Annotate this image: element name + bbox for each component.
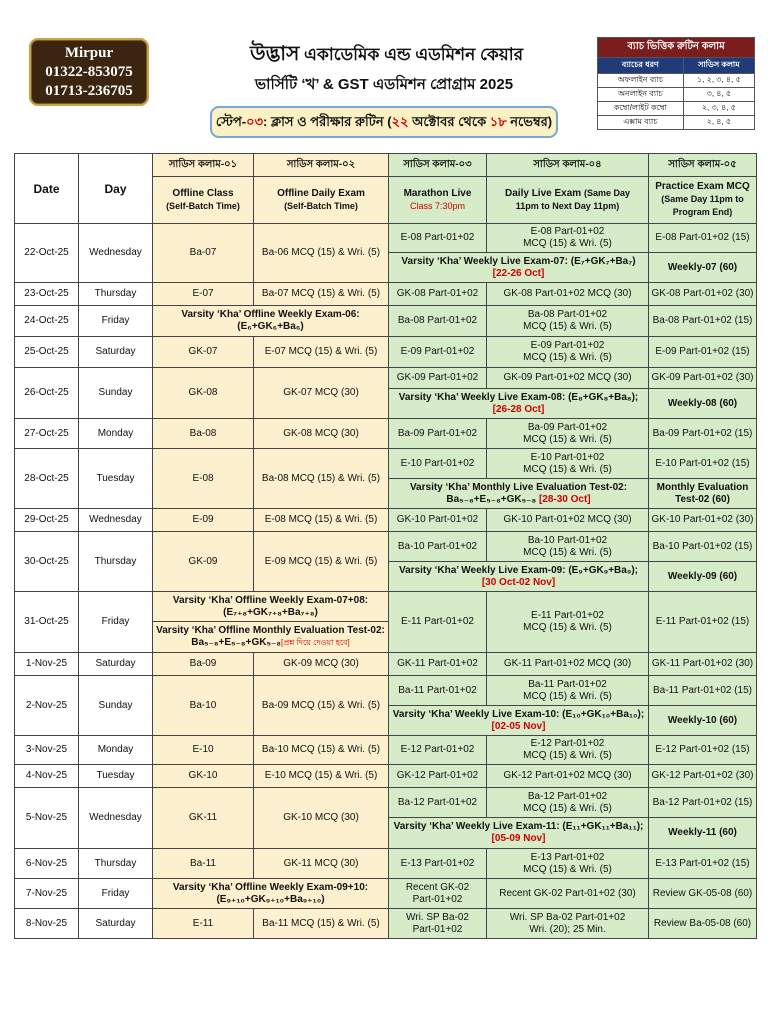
table-row: 3-Nov-25 Monday E-10 Ba-10 MCQ (15) & Wri. (5) E-12 Part-01+02 E-12 Part-01+02 MCQ (15) & Wri. (5) E-12 Part-01+02 (15)	[15, 736, 757, 765]
table-row: 6-Nov-25 Thursday Ba-11 GK-11 MCQ (30) E-13 Part-01+02 E-13 Part-01+02 MCQ (15) & Wri. (5) E-13 Part-01+02 (15)	[15, 849, 757, 879]
branch-phone-1: 01322-853075	[45, 64, 133, 80]
table-row: 25-Oct-25 Saturday GK-07 E-07 MCQ (15) & Wri. (5) E-09 Part-01+02 E-09 Part-01+02 MCQ (15) & Wri. (5) E-09 Part-01+02 (15)	[15, 337, 757, 368]
routine-table: Date Day সাডিস কলাম-০১ সাডিস কলাম-০২ সাডিস কলাম-০৩ সাডিস কলাম-০৪ সাডিস কলাম-০৫ Offline Class (Self-Batch Time) Offline Daily Exam (Self-Batch Time) Marathon Live Class 7:30pm Daily Live Exam (Same Day 11pm to Next Day 11pm) Practice Exam MCQ (Same Day 11pm to Program End) 22-Oct-25 Wednesday Ba-07 Ba-06 MCQ (15) & Wri. (5) E-08 Part-01+02 E-08 Part-01+02 MCQ (15) & Wri. (5) E-08 Part-01+02 (15) Varsity ‘Kha’ Weekly Live Exam-07: (E₇+GK₇+Ba₇) [22-26 Oct] Weekly-07 (60) 23-Oct-25 Thursday E-07 Ba-07 MCQ (15) & Wri. (5) GK-08 Part-01+02 GK-08 Part-01+02 MCQ (30) GK-08 Part-01+02 (30) 24-Oct-25 Friday Varsity ‘Kha’ Offline Weekly Exam-06: (E₆+GK₆+Ba₆) Ba-08 Part-01+02 Ba-08 Part-01+02 MCQ (15) & Wri. (5) Ba-08 Part-01+02 (15) 25-Oct-25 Saturday GK-07 E-07 MCQ (15) & Wri. (5) E-09 Part-01+02 E-09 Part-01+02 MCQ (15) & Wri. (5) E-09 Part-01+02 (15) 26-Oct-25 Sunday GK-08 GK-07 MCQ (30) GK-09 Part-01+02 GK-09 Part-01+02 MCQ (30) GK-09 Part-01+02 (30) Varsity ‘Kha’ Weekly Live Exam-08: (E₈+GK₈+Ba₈); [26-28 Oct] Weekly-08 (60) 27-Oct-25 Monday Ba-08 GK-08 MCQ (30) Ba-09 Part-01+02 Ba-09 Part-01+02 MCQ (15) & Wri. (5) Ba-09 Part-01+02 (15) 28-Oct-25 Tuesday E-08 Ba-08 MCQ (15) & Wri. (5) E-10 Part-01+02 E-10 Part-01+02 MCQ (15) & Wri. (5) E-10 Part-01+02 (15) Varsity ‘Kha’ Monthly Live Evaluation Test-02: Ba₅₋₈+E₅₋₈+GK₅₋₈ [28-30 Oct] Monthly Evaluation Test-02 (60) 29-Oct-25 Wednesday E-09 E-08 MCQ (15) & Wri. (5) GK-10 Part-01+02 GK-10 Part-01+02 MCQ (30) GK-10 Part-01+02 (30) 30-Oct-25 Thursday GK-09 E-09 MCQ (15) & Wri. (5) Ba-10 Part-01+02 Ba-10 Part-01+02 MCQ (15) & Wri. (5) Ba-10 Part-01+02 (15) Varsity ‘Kha’ Weekly Live Exam-09: (E₉+GK₉+Ba₉); [30 Oct-02 Nov] Weekly-09 (60) 31-Oct-25 Friday Varsity ‘Kha’ Offline Weekly Exam-07+08: (E₇₊₈+GK₇₊₈+Ba₇₊₈) E-11 Part-01+02 E-11 Part-01+02 MCQ (15) & Wri. (5) E-11 Part-01+02 (15) Varsity ‘Kha’ Offline Monthly Evaluation Test-02: Ba₅₋₈+E₅₋₈+GK₅₋₈[প্রশ্ন দিয়ে দেওয়া হবে] 1-Nov-25 Saturday Ba-09 GK-09 MCQ (30) GK-11 Part-01+02 GK-11 Part-01+02 MCQ (30) GK-11 Part-01+02 (30) 2-Nov-25 Sunday Ba-10 Ba-09 MCQ (15) & Wri. (5) Ba-11 Part-01+02 Ba-11 Part-01+02 MCQ (15) & Wri. (5) Ba-11 Part-01+02 (15) Varsity ‘Kha’ Weekly Live Exam-10: (E₁₀+GK₁₀+Ba₁₀); [02-05 Nov] Weekly-10 (60) 3-Nov-25 Monday E-10 Ba-10 MCQ (15) & Wri. (5) E-12 Part-01+02 E-12 Part-01+02 MCQ (15) & Wri. (5) E-12 Part-01+02 (15) 4-Nov-25 Tuesday GK-10 E-10 MCQ (15) & Wri. (5) GK-12 Part-01+02 GK-12 Part-01+02 MCQ (30) GK-12 Part-01+02 (30) 5-Nov-25 Wednesday GK-11 GK-10 MCQ (30) Ba-12 Part-01+02 Ba-12 Part-01+02 MCQ (15) & Wri. (5) Ba-12 Part-01+02 (15) Varsity ‘Kha’ Weekly Live Exam-11: (E₁₁+GK₁₁+Ba₁₁); [05-09 Nov] Weekly-11 (60) 6-Nov-25 Thursday Ba-11 GK-11 MCQ (30) E-13 Part-01+02 E-13 Part-01+02 MCQ (15) & Wri. (5) E-13 Part-01+02 (15) 7-Nov-25 Friday Varsity ‘Kha’ Offline Weekly Exam-09+10: (E₉₊₁₀+GK₉₊₁₀+Ba₉₊₁₀) Recent GK-02 Part-01+02 Recent GK-02 Part-01+02 (30) Review GK-05-08 (60) 8-Nov-25 Saturday E-11 Ba-11 MCQ (15) & Wri. (5) Wri. SP Ba-02 Part-01+02 Wri. SP Ba-02 Part-01+02 Wri. (20); 25 Min. Review Ba-05-08 (60)	[14, 153, 757, 939]
table-row: 28-Oct-25 Tuesday E-08 Ba-08 MCQ (15) & Wri. (5) E-10 Part-01+02 E-10 Part-01+02 MCQ (15) & Wri. (5) E-10 Part-01+02 (15)	[15, 449, 757, 479]
batch-table-title: ব্যাচ ভিত্তিক রুটিন কলাম	[598, 38, 755, 58]
date-header: Date	[15, 154, 79, 224]
table-row: 24-Oct-25 Friday Varsity ‘Kha’ Offline Weekly Exam-06: (E₆+GK₆+Ba₆) Ba-08 Part-01+02 Ba-08 Part-01+02 MCQ (15) & Wri. (5) Ba-08 Part-01+02 (15)	[15, 306, 757, 337]
table-row: 4-Nov-25 Tuesday GK-10 E-10 MCQ (15) & Wri. (5) GK-12 Part-01+02 GK-12 Part-01+02 MCQ (30) GK-12 Part-01+02 (30)	[15, 765, 757, 788]
table-row: 2-Nov-25 Sunday Ba-10 Ba-09 MCQ (15) & Wri. (5) Ba-11 Part-01+02 Ba-11 Part-01+02 MCQ (15) & Wri. (5) Ba-11 Part-01+02 (15)	[15, 676, 757, 706]
table-row: 31-Oct-25 Friday Varsity ‘Kha’ Offline Weekly Exam-07+08: (E₇₊₈+GK₇₊₈+Ba₇₊₈) E-11 Part-01+02 E-11 Part-01+02 MCQ (15) & Wri. (5) E-11 Part-01+02 (15)	[15, 592, 757, 622]
table-row: 23-Oct-25 Thursday E-07 Ba-07 MCQ (15) & Wri. (5) GK-08 Part-01+02 GK-08 Part-01+02 MCQ (30) GK-08 Part-01+02 (30)	[15, 283, 757, 306]
table-row: 5-Nov-25 Wednesday GK-11 GK-10 MCQ (30) Ba-12 Part-01+02 Ba-12 Part-01+02 MCQ (15) & Wri. (5) Ba-12 Part-01+02 (15)	[15, 788, 757, 818]
branch-name: Mirpur	[64, 45, 114, 61]
table-row: 30-Oct-25 Thursday GK-09 E-09 MCQ (15) & Wri. (5) Ba-10 Part-01+02 Ba-10 Part-01+02 MCQ (15) & Wri. (5) Ba-10 Part-01+02 (15)	[15, 532, 757, 562]
brand-logo: উদ্ভাস	[250, 41, 300, 65]
step-banner: স্টেপ-০৩: ক্লাস ও পরীক্ষার রুটিন (২২ অক্টোবর থেকে ১৮ নভেম্বর)	[210, 106, 558, 138]
branch-badge	[29, 38, 149, 106]
table-row: 27-Oct-25 Monday Ba-08 GK-08 MCQ (30) Ba-09 Part-01+02 Ba-09 Part-01+02 MCQ (15) & Wri. (5) Ba-09 Part-01+02 (15)	[15, 419, 757, 449]
table-row: 22-Oct-25 Wednesday Ba-07 Ba-06 MCQ (15) & Wri. (5) E-08 Part-01+02 E-08 Part-01+02 MCQ (15) & Wri. (5) E-08 Part-01+02 (15)	[15, 224, 757, 253]
batch-column-table: ব্যাচ ভিত্তিক রুটিন কলাম ব্যাচের ধরণ সাডিস কলাম অফলাইন ব্যাচ ১, ২, ৩, ৪, ৫ অনলাইন ব্যাচ ৩, ৪, ৫ কম্বো/লাইট কম্বো ২, ৩, ৪, ৫ এক্সাম ব্যাচ ২, ৪, ৫	[597, 37, 755, 130]
table-row: 1-Nov-25 Saturday Ba-09 GK-09 MCQ (30) GK-11 Part-01+02 GK-11 Part-01+02 MCQ (30) GK-11 Part-01+02 (30)	[15, 653, 757, 676]
table-row: 26-Oct-25 Sunday GK-08 GK-07 MCQ (30) GK-09 Part-01+02 GK-09 Part-01+02 MCQ (30) GK-09 Part-01+02 (30)	[15, 368, 757, 389]
program-title: ভার্সিটি ‘খ’ & GST এডমিশন প্রোগ্রাম 2025	[255, 76, 514, 93]
table-row: 8-Nov-25 Saturday E-11 Ba-11 MCQ (15) & Wri. (5) Wri. SP Ba-02 Part-01+02 Wri. SP Ba-02 Part-01+02 Wri. (20); 25 Min. Review Ba-05-08 (60)	[15, 909, 757, 939]
branch-phone-2: 01713-236705	[45, 83, 133, 99]
day-header: Day	[79, 154, 153, 224]
brand-tagline: একাডেমিক এন্ড এডমিশন কেয়ার	[304, 45, 524, 64]
table-row: 7-Nov-25 Friday Varsity ‘Kha’ Offline Weekly Exam-09+10: (E₉₊₁₀+GK₉₊₁₀+Ba₉₊₁₀) Recent GK-02 Part-01+02 Recent GK-02 Part-01+02 (30) Review GK-05-08 (60)	[15, 879, 757, 909]
table-row: 29-Oct-25 Wednesday E-09 E-08 MCQ (15) & Wri. (5) GK-10 Part-01+02 GK-10 Part-01+02 MCQ (30) GK-10 Part-01+02 (30)	[15, 509, 757, 532]
brand-title	[250, 39, 523, 72]
